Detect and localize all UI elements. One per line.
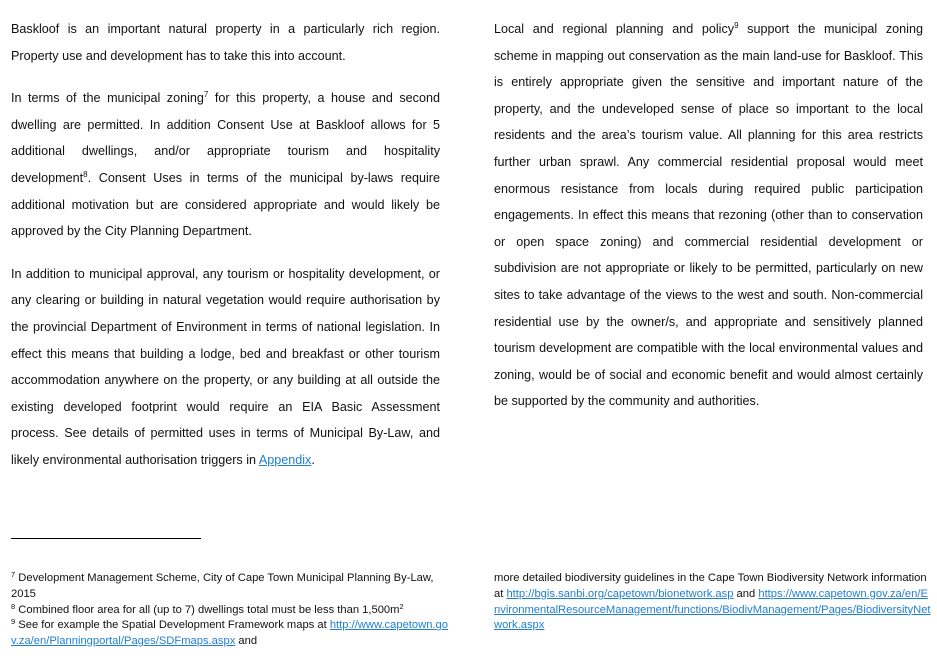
footnote-8: $^8$ Combined floor area for all (up to 7) dwellings total must be less than $1,500m^2$ bbox=[11, 601, 404, 616]
left-column bbox=[11, 16, 440, 490]
footnotes-left bbox=[11, 571, 451, 650]
paragraph-intro: Baskloof is an important natural property in a particularly rich region. Property use and development has to take this into account. bbox=[11, 22, 440, 63]
bionetwork-link[interactable]: http://bgis.sanbi.org/capetown/bionetwork.asp bbox=[506, 587, 734, 600]
footnote-9-continued: more detailed biodiversity guidelines in the Cape Town Biodiversity Network information at http://bgis.sanbi.org/capetown/bionetwork.asp and https://www.capetown.gov.za/en/EnvironmentalResourceManagement/functions/BiodivManagement/Pages/BiodiversityNetwork.aspx bbox=[494, 572, 931, 632]
footnote-ref-8[interactable]: 8 bbox=[83, 169, 88, 179]
paragraph-zoning: In terms of the municipal zoning$^7$ for this property, a house and second dwelling are permitted. In addition Consent Use at Baskloof allows for 5 additional dwellings, and/or appropriate tourism and hospitality development$^8$. Consent Uses in terms of the municipal by-laws require additional motivation but are considered appropriate and would likely be approved by the City Planning Department. bbox=[11, 90, 440, 239]
footnote-ref-9[interactable]: 9 bbox=[734, 21, 739, 30]
paragraph-planning-policy: Local and regional planning and policy$^9$ support the municipal zoning scheme in mapping out conservation as the main land-use for Baskloof. This is entirely appropriate given the sensitive and important nature of the property, and the undeveloped sense of place so important to the local residents and the area’s tourism value. All planning for this area restricts further urban sprawl. Any commercial residential proposal would meet enormous resistance from locals during required public participation engagements. In effect this means that rezoning (other than to conservation or open space zoning) and commercial residential development or subdivision are not appropriate or likely to be permitted, particularly on new sites to take advantage of the views to the west and south. Non-commercial residential use by the owner/s, and appropriate and sensitively planned tourism development are compatible with the local environmental values and zoning, would be of social and economic benefit and would almost certainly be supported by the community and authorities. bbox=[494, 21, 923, 409]
footnote-ref-7[interactable]: 7 bbox=[203, 90, 209, 100]
footnote-separator bbox=[11, 538, 201, 539]
footnote-7: $^7$ Development Management Scheme, City of Cape Town Municipal Planning By-Law, 2015 bbox=[11, 570, 434, 600]
biodiversity-network-link[interactable]: https://www.capetown.gov.za/en/EnvironmentalResourceManagement/functions/BiodivManagement/Pages/BiodiversityNetwork.aspx bbox=[494, 587, 931, 632]
footnotes-right bbox=[494, 571, 934, 634]
paragraph-approval: In addition to municipal approval, any tourism or hospitality development, or any clearing or building in natural vegetation would require authorisation by the provincial Department of Environment in terms of national legislation. In effect this means that building a lodge, bed and breakfast or other tourism accommodation anywhere on the property, or any building at all outside the existing developed footprint would require an EIA Basic Assessment process. See details of permitted uses in terms of Municipal By-Law, and likely environmental authorisation triggers in Appendix. bbox=[11, 266, 440, 467]
sdf-maps-link[interactable]: http://www.capetown.gov.za/en/Planningportal/Pages/SDFmaps.aspx bbox=[11, 619, 448, 648]
footnote-9: $^9$ See for example the Spatial Development Framework maps at http://www.capetown.gov.za/en/Planningportal/Pages/SDFmaps.aspx and bbox=[11, 617, 448, 648]
right-column bbox=[494, 16, 923, 431]
appendix-link[interactable]: Appendix bbox=[258, 452, 312, 467]
